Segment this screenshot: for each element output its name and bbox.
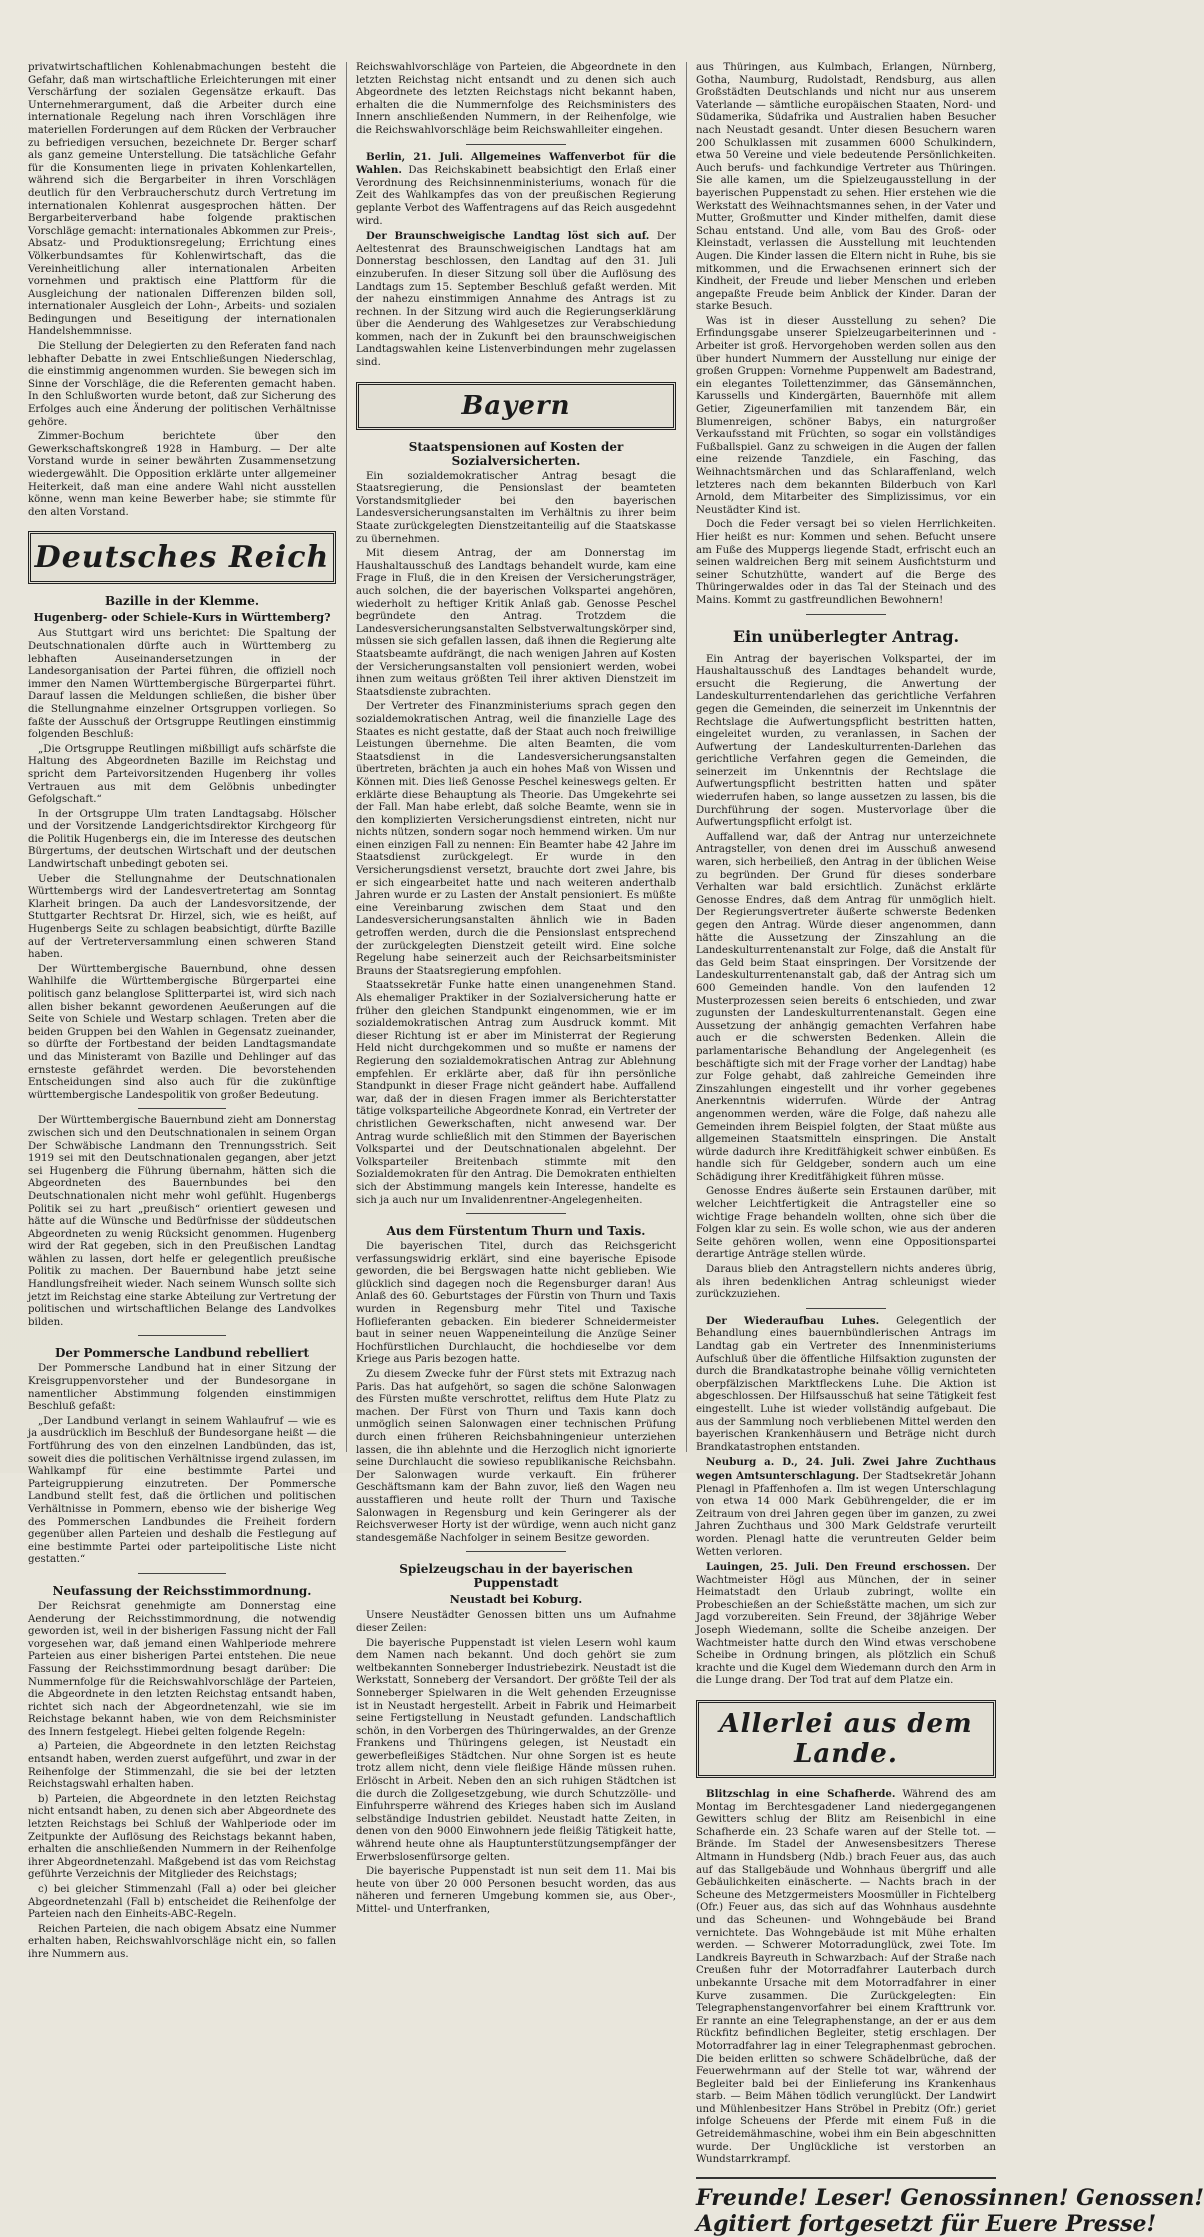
paragraph: b) Parteien, die Abgeordnete in den letzten Reichstag nicht entsandt haben, zu denen sich aber Abgeordnete des letzten Reichstags bei Schluß der Wahlperiode oder im Zeitpunkte der Auflösung des Reichstags bekannt haben, erhalten die anschließenden Nummern in der Reihenfolge ihrer Abgeordnetenzahl. Maßgebend ist das vom Reichstag geführte Verzeichnis der Mitglieder des Reichstags; bbox=[28, 1793, 336, 1881]
section-banner-deutsches-reich bbox=[28, 531, 336, 584]
item-body: Der Wachtmeister Högl aus München, der in seiner Heimatstadt den Urlaub zubringt, wollte ein Probeschießen an der Schießstätte machen, um sich zur Jagd vorzubereiten. Sein Freund, der 38jährige Weber Joseph Wiedemann, sollte die Scheibe anzeigen. Der Wachtmeister hatte durch den Wind etwas verschobene Scheibe in Ordnung bringen, als plötzlich ein Schuß krachte und die Kugel dem Wiedemann durch den Arm in die Lunge drang. Der Tod trat auf dem Platze ein. bbox=[696, 1562, 996, 1687]
divider bbox=[466, 1551, 566, 1552]
paragraph: a) Parteien, die Abgeordnete in den letzten Reichstag entsandt haben, werden zuerst aufgeführt, und zwar in der Reihenfolge der Stimmenzahl, die sie bei der letzten Reichstagswahl erhalten haben. bbox=[28, 1741, 336, 1791]
dated-paragraph bbox=[696, 1788, 996, 2167]
divider bbox=[466, 144, 566, 145]
section-banner-bayern bbox=[356, 382, 676, 430]
dated-paragraph bbox=[696, 1315, 996, 1455]
dateline: Lauingen, 25. Juli. bbox=[706, 1561, 819, 1574]
article-headline: Bazille in der Klemme. bbox=[104, 594, 260, 609]
section-title: Allerlei aus dem Lande. bbox=[719, 1709, 973, 1770]
article-headline: Staatspensionen auf Kosten der Sozialversicherten. bbox=[408, 439, 624, 468]
paragraph: Reichen Parteien, die nach obigem Absatz eine Nummer erhalten haben, Reichswahlvorschläge nicht ein, so fallen ihre Nummern aus. bbox=[28, 1923, 336, 1960]
divider bbox=[138, 1108, 226, 1109]
item-headline: Blitzschlag in eine Schafherde. bbox=[706, 1788, 896, 1801]
paragraph: „Der Landbund verlangt in seinem Wahlaufruf — wie es ja ausdrücklich im Beschluß der Bundesorgane heißt — die Fortführung des von den einzelnen Landbünden, das ist, soweit dies die politischen Verhältnisse irgend zulassen, im Wahlkampf für eine bestimmte Partei und Parteigruppierung einzutreten. Der Pommersche Landbund stellt fest, daß die örtlichen und politischen Verhältnisse in Pommern, ebenso wie der bisherige Weg des Pommerschen Landbundes die Freiheit fordern gegenüber allen Parteien und deshalb die Festlegung auf eine bestimmte Partei oder parteipolitische Liste nicht gestatten.“ bbox=[28, 1415, 336, 1566]
item-body: Der Aeltestenrat des Braunschweigischen Landtags hat am Donnerstag beschlossen, den Landtag auf den 31. Juli einzuberufen. In dieser Sitzung soll über die Auflösung des Landtags zum 15. September Beschluß gefaßt werden. Mit der nahezu einstimmigen Annahme des Antrags ist zu rechnen. In der Sitzung wird auch die Regierungserklärung über die Aenderung des Wahlgesetzes zur Verabschiedung kommen, nach der in Zukunft bei den braunschweigischen Landtagswahlen keine Listenverbindungen mehr zugelassen sind. bbox=[356, 231, 676, 369]
paragraph: Ein Antrag der bayerischen Volkspartei, der im Haushaltausschuß des Landtages behandelt wurde, ersucht die Regierung, die Anwertung der Landeskulturrentendarlehen das gerichtliche Verfahren gegen die Gemeinden, die seinerzeit im Unkenntnis der Rechtslage die Aufwertungspflicht bestritten hatten, eingeleitet wurden, zu veranlassen, in Sachen der Aufwertung der Landeskulturrenten-Darlehen das gerichtliche Verfahren gegen die Gemeinden, die seinerzeit im Unkenntnis der Rechtslage die Aufwertungspflicht bestritten hatten und später wiederrufen haben, so lange aussetzen zu lassen, bis die Durchführung der sogen. Mustervorlage über die Aufwertungspflicht erfolgt ist. bbox=[696, 653, 996, 829]
article-headline: Spielzeugschau in der bayerischen Puppenstadt bbox=[399, 1562, 633, 1591]
item-headline: Den Freund erschossen. bbox=[825, 1561, 971, 1574]
item-body: Während des am Montag im Berchtesgadener Land niedergegangenen Gewitters schlug der Blitz am Reisenbichl in eine Schafherde ein. 23 Schafe waren auf der Stelle tot. — Brände. Im Stadel der Anwesensbesitzers Therese Altmann in Hundsberg (Ndb.) brach Feuer aus, das auch auf das Stallgebäude und Wohnhaus übergriff und alle Gebäulichkeiten einäscherte. — Nachts brach in der Scheune des Metzgermeisters Moosmüller in Fichtelberg (Ofr.) Feuer aus, das sich auf das Wohnhaus ausdehnte und das Scheunen- und Wohngebäude bei Brand vernichtete. Das Wohngebäude ist mit Mühe erhalten werden. — Schwerer Motorradunglück, zwei Tote. Im Landkreis Bayreuth in Schwarzbach: Auf der Straße nach Creußen fuhr der Motorradfahrer Lauterbach durch unbekannte Ursache mit dem Motorradfahrer in einer Kurve zusammen. Die Zurückgelegten: Ein Telegraphenstangenvorfahrer bei einem Krafttrunk vor. Er rannte an eine Telegraphenstange, an der er aus dem Rückfitz befindlichen Begleiter, stetig erschlagen. Der Motorradfahrer lag in einer Telegraphenmast gebrochen. Die beiden erlitten so schwere Schädelbrüche, daß der Feuerwehrmann auf der Stelle tot war, während der Begleiter bald bei der Einlieferung ins Krankenhaus starb. — Beim Mähen tödlich verunglückt. Der Landwirt und Mühlenbesitzer Hans Ströbel in Prebitz (Ofr.) geriet infolge Scheuens der Pferde mit einem Fuß in die Getreidemähmaschine, wobei ihm ein Bein abgeschnitten wurde. Der Unglückliche ist verstorben an Wundstarrkrampf. bbox=[696, 1789, 996, 2166]
column-left bbox=[28, 62, 336, 1960]
footer-slogan bbox=[696, 2177, 1204, 2237]
paragraph: Der Vertreter des Finanzministeriums sprach gegen den sozialdemokratischen Antrag, weil die finanzielle Lage des Staates es nicht gestatte, daß der Staat auch noch freiwillige Leistungen übernehme. Die alten Beamten, die vom Staatsdienst in die Landesversicherungsanstalten übertreten, brächten ja auch ein hohes Maß von Wissen und Können mit. Dies ließ Genosse Peschel keineswegs gelten. Er erklärte diese Behauptung als Theorie. Das Umgekehrte sei der Fall. Man habe erlebt, daß solche Beamte, wenn sie in den komplizierten Versicherungsdienst eintreten, nicht nur nichts nützen, sondern sogar noch hemmend wirken. Um nur einen einzigen Fall zu nennen: Ein Beamter habe 42 Jahre im Staatsdienst zurückgelegt. Er wurde in den Versicherungsdienst versetzt, brauchte dort zwei Jahre, bis er sich eingearbeitet hatte und nach weiteren anderthalb Jahren wurde er zu Lasten der Anstalt pensioniert. Es müßte eine Vereinbarung zwischen dem Staat und den Landesversicherungsanstalten ähnlich wie in Baden getroffen werden, durch die die Pensionslast entsprechend der zurückgelegten Dienstzeit geteilt wird. Eine solche Regelung habe seinerzeit auch der Reichsarbeitsminister Brauns der Staatsregierung empfohlen. bbox=[356, 701, 676, 977]
divider bbox=[806, 1308, 886, 1309]
divider bbox=[138, 1335, 226, 1336]
paragraph: Der Württembergische Bauernbund zieht am Donnerstag zwischen sich und den Deutschnationalen in seinem Organ Der Schwäbische Landmann den Trennungsstrich. Seit 1919 sei mit den Deutschnationalen gegangen, aber jetzt sei Hugenberg die Führung übernahm, hätten sich die Abgeordneten des Bauernbundes bei den Deutschnationalen nicht mehr wohl gefühlt. Hugenbergs Politik sei zu hart „preußisch“ orientiert gewesen und hätte auf die Wünsche und Bedürfnisse der süddeutschen Abgeordneten zu wenig Rücksicht genommen. Hugenberg wird der Rat gegeben, sich in den Preußischen Landtag wählen zu lassen, dort helfe er gelegentlich preußische Politik zu machen. Der Bauernbund habe jetzt seine Handlungsfreiheit wieder. Nach seinem Wunsch sollte sich jetzt im Reichstag eine starke Abteilung zur Vertretung der politischen und wirtschaftlichen Belange des Landvolkes bilden. bbox=[28, 1115, 336, 1328]
page-columns bbox=[28, 62, 1204, 2237]
item-headline: Der Braunschweigische Landtag löst sich auf. bbox=[366, 230, 650, 243]
article-headline: Aus dem Fürstentum Thurn und Taxis. bbox=[386, 1224, 646, 1239]
item-body: Der Stadtsekretär Johann Plenagl in Pfaffenhofen a. Ilm ist wegen Unterschlagung von etwa 14 000 Mark Gebührengelder, die er im Zeitraum von drei Jahren gegen über im ganzen, zu zwei Jahren Zuchthaus und 300 Mark Geldstrafe verurteilt worden. Plenagl hatte die veruntreuten Gelder beim Wetten verloren. bbox=[696, 1470, 996, 1558]
paragraph: Mit diesem Antrag, der am Donnerstag im Haushaltausschuß des Landtags behandelt wurde, kam eine Frage in Fluß, die in den Kreisen der Versicherungsträger, auch solchen, die der bayerischen Volkspartei angehören, wiederholt zu heftiger Kritik Anlaß gab. Genosse Peschel begründete den Antrag. Trotzdem die Landesversicherungsanstalten Selbstverwaltungskörper sind, müssen sie sich gefallen lassen, daß ihnen die Regierung alte Staatsbeamte aufdrängt, die nach wenigen Jahren auf Kosten der Versicherungsanstalten voll pensioniert werden, wobei ihnen zum weitaus größten Teil ihrer aktiven Dienstzeit im Staatsdienste zubrachten. bbox=[356, 548, 676, 698]
paragraph: Genosse Endres äußerte sein Erstaunen darüber, mit welcher Leichtfertigkeit die Antragsteller eine so wichtige Frage behandeln wollten, ohne sich über die Folgen klar zu sein. Es wolle schon, wie aus der anderen Seite gehören wollen, wenn eine Oppositionspartei derartige Anträge stellen würde. bbox=[696, 1186, 996, 1261]
column-right bbox=[696, 62, 1204, 2237]
paragraph: c) bei gleicher Stimmenzahl (Fall a) oder bei gleicher Abgeordnetenzahl (Fall b) entscheidet die Reihenfolge der Parteien nach den Einheits-ABC-Regeln. bbox=[28, 1884, 336, 1921]
dated-paragraph bbox=[696, 1456, 996, 1559]
column-middle bbox=[356, 62, 676, 1915]
dateline: Berlin, 21. Juli. bbox=[366, 150, 463, 163]
paragraph: Aus Stuttgart wird uns berichtet: Die Spaltung der Deutschnationalen dürfte auch in Württemberg zu lebhaften Auseinandersetzungen in der Landesorganisation der Partei führen, die offiziell noch immer den Namen Württembergische Bürgerpartei führt. Darauf lassen die Meldungen schließen, die bisher über die Stellungnahme einzelner Ortsgruppen vorliegen. So faßte der Ausschuß der Ortsgruppe Reutlingen einstimmig folgenden Beschluß: bbox=[28, 628, 336, 741]
paragraph: In der Ortsgruppe Ulm traten Landtagsabg. Hölscher und der Vorsitzende Landgerichtsdirektor Kirchgeorg für die Politik Hugenbergs ein, die im Interesse des deutschen Bürgertums, der deutschen Wirtschaft und der deutschen Landwirtschaft unbedingt geboten sei. bbox=[28, 808, 336, 871]
paragraph: Die Stellung der Delegierten zu den Referaten fand nach lebhafter Debatte in zwei Entschließungen Niederschlag, die einstimmig angenommen wurden. Sie bewegen sich im Sinne der Vorschläge, die die Referenten gemacht haben. In den Schlußworten wurde betont, daß zur Sicherung des Erfolges auch eine Änderung der politischen Verhältnisse gehöre. bbox=[28, 341, 336, 428]
dated-paragraph bbox=[356, 230, 676, 370]
dateline: Neuburg a. D., 24. Juli. bbox=[706, 1456, 855, 1469]
paragraph: Der Württembergische Bauernbund, ohne dessen Wahlhilfe die Württembergische Bürgerpartei eine politisch ganz belanglose Splitterpartei ist, wird sich nach allen bisher bekannt gewordenen Aeußerungen auf die Seite von Schiele und Westarp schlagen. Treten aber die beiden Gruppen bei den Wahlen in Gegensatz zueinander, so dürfte der Fortbestand der beiden Landtagsmandate und das Ministeramt von Bazille und Dehlinger auf das ernsteste gefährdet werden. Die bevorstehenden Entscheidungen sind also auch für die zukünftige württembergische Landespolitik von großer Bedeutung. bbox=[28, 963, 336, 1101]
paragraph: Ueber die Stellungnahme der Deutschnationalen Württembergs wird der Landesvertretertag am Sonntag Klarheit bringen. Da auch der Landesvorsitzende, der Stuttgarter Rechtsrat Dr. Hirzel, sich, wie es heißt, auf Hugenbergs Seite zu schlagen beabsichtigt, dürfte Bazille auf der Vertreterversammlung einen schweren Stand haben. bbox=[28, 873, 336, 961]
slogan-line-2: Agitiert fortgesetzt für Euere Presse! bbox=[696, 2210, 1157, 2237]
section-title: Deutsches Reich bbox=[34, 540, 330, 576]
paragraph: Der Pommersche Landbund hat in einer Sitzung der Kreisgruppenvorsteher und der Bundesorgane in namentlicher Abstimmung folgenden einstimmigen Beschluß gefaßt: bbox=[28, 1363, 336, 1413]
section-title: Bayern bbox=[461, 390, 571, 421]
paragraph: Staatssekretär Funke hatte einen unangenehmen Stand. Als ehemaliger Praktiker in der Sozialversicherung hatte er früher den gleichen Standpunkt eingenommen, wie er im sozialdemokratischen Antrag zum Ausdruck kommt. Mit dieser Richtung ist er aber im Ministerrat der Regierung Held nicht durchgekommen und so mußte er namens der Regierung den sozialdemokratischen Antrag zur Ablehnung empfehlen. Er erklärte aber, daß für ihn persönliche Standpunkt in dieser Frage nicht geändert habe. Auffallend war, daß der in diesen Fragen immer als Berichterstatter tätige volksparteiliche Abgeordnete Konrad, ein Vertreter der christlichen Gewerkschaften, nicht anwesend war. Der Antrag wurde schließlich mit den Stimmen der Bayerischen Volkspartei und der Deutschnationalen abgelehnt. Der Volksparteiler Breitenbach stimmte mit den Sozialdemokraten für den Antrag. Die Demokraten enthielten sich der Abstimmung mangels kein Interesse, handelte es sich ja auch nur um Invalidenrentner-Angelegenheiten. bbox=[356, 980, 676, 1206]
article-headline: Neufassung der Reichsstimmordnung. bbox=[52, 1583, 312, 1598]
divider bbox=[806, 614, 886, 615]
paragraph: aus Thüringen, aus Kulmbach, Erlangen, Nürnberg, Gotha, Naumburg, Rudolstadt, Rendsburg, aus allen Großstädten Deutschlands und nicht nur aus unserem Vaterlande — sämtliche europäischen Staaten, Nord- und Südamerika, Südafrika und Australien haben Besucher nach Neustadt gesandt. Unter diesen Besuchern waren 200 Schulklassen mit zusammen 6000 Schulkindern, etwa 50 Vereine und viele bedeutende Persönlichkeiten. Auch berufs- und fachkundige Vertreter aus Thüringen. Sie alle kamen, um die Spielzeugausstellung in der bayerischen Puppenstadt zu sehen. Hier erstehen wie die Werkstatt des Weihnachtsmannes sehen, in der Vater und Mutter, Großmutter und Kinder mithelfen, damit diese Schau entstand. Und alle, vom Bau des Groß- oder Kleinstadt, verlassen die Ausstellung mit leuchtenden Augen. Die Kinder lassen die Eltern nicht in Ruhe, bis sie mitkommen, und die Erwachsenen erinnert sich der Kindheit, der Freude und lieber Menschen und erleben angepaßte Freude beim Anblick der Kinder. Daran der starke Besuch. bbox=[696, 62, 996, 313]
article-headline: Der Pommersche Landbund rebelliert bbox=[54, 1346, 310, 1361]
dated-paragraph bbox=[696, 1561, 996, 1688]
paragraph: Unsere Neustädter Genossen bitten uns um Aufnahme dieser Zeilen: bbox=[356, 1610, 676, 1634]
paragraph: privatwirtschaftlichen Kohlenabmachungen besteht die Gefahr, daß man wirtschaftliche Erleichterungen mit einer Verschärfung der sozialen Gegensätze erkauft. Das Unternehmerargument, daß die Arbeiter durch eine internationale Regelung nach ihren Vorschlägen ihre materiellen Forderungen auf dem Rücken der Verbraucher zu befriedigen versuchen, bezeichnete Dr. Berger scharf als ganz gemeine Unterstellung. Die tatsächliche Gefahr für die Konsumenten liege in privaten Kohlenkartellen, während sich die Bergarbeiter in ihren Vorschlägen deutlich für den Verbraucherschutz durch Vertretung im internationalen Kohlenrat ausgesprochen hätten. Der Bergarbeiterverband habe folgende praktischen Vorschläge gemacht: internationales Abkommen zur Preis-, Absatz- und Produktionsregelung; Errichtung eines Völkerbundsamtes für Kohlenwirtschaft, das die Vereinheitlichung aller internationalen Arbeiten vornehmen und praktisch eine Plattform für die Ausgleichung der nationalen Differenzen bilden soll, internationaler Ausgleich der Lohn-, Arbeits- und sozialen Bedingungen und Beseitigung der internationalen Handelshemmnisse. bbox=[28, 62, 336, 338]
item-headline: Der Wiederaufbau Luhes. bbox=[706, 1314, 880, 1327]
paragraph: Ein sozialdemokratischer Antrag besagt die Staatsregierung, die Pensionslast der beamteten Vorstandsmitglieder bei den bayerischen Landesversicherungsanstalten im Verhältnis zu ihrer beim Staate zurückgelegten Dienstzeitanteilig auf die Staatskasse zu übernehmen. bbox=[356, 470, 676, 545]
paragraph: Die bayerischen Titel, durch das Reichsgericht verfassungswidrig erklärt, sind eine bayerische Episode geworden, die bei Bergswagen hatte nicht geblieben. Wie glücklich sind dagegen noch die Regensburger daran! Aus Anlaß des 60. Geburtstages der Fürstin von Thurn und Taxis wurden in Regensburg mehr Titel und Taxische Hoflieferanten gebacken. Ein biederer Schneidermeister baut in seiner neuen Wappeneinteilung die Anzüge Seiner Hochfürstlichen Durchlaucht, die hochdieselbe vor dem Kriege aus Paris bezogen hatte. bbox=[356, 1241, 676, 1366]
slogan-line-1: Freunde! Leser! Genossinnen! Genossen! bbox=[696, 2184, 1204, 2211]
paragraph: Was ist in dieser Ausstellung zu sehen? Die Erfindungsgabe unserer Spielzeugarbeiterinnen und -Arbeiter ist groß. Hervorgehoben werden sollen aus den über hundert Nummern der Ausstellung nur einige der großen Gruppen: Vornehme Puppenwelt am Badestrand, ein elegantes Toilettenzimmer, das Gänsemännchen, Karussells und Kindergärten, Bauernhöfe mit allem Getier, Zigeunerfamilien mit tanzendem Bär, ein Blumenreigen, schöner Babys, ein naturgroßer Verkaufsstand mit Früchten, so sogar ein vollständiges Fußballspiel. Ganz zu schweigen in die Augen der fallen eine reizende Tanzdiele, ein Fasching, das Weihnachtsmärchen und das Schlaraffenland, welch letzteres nach dem bekannten Bilderbuch von Karl Arnold, dem Mitarbeiter des Simplizissimus, vor ein Neustädter Kind ist. bbox=[696, 315, 996, 516]
paragraph: Zu diesem Zwecke fuhr der Fürst stets mit Extrazug nach Paris. Das hat aufgehört, so sagen die schöne Salonwagen des Fürsten mußte verschrottet, reliftus dem Hute Platz zu machen. Der Fürst von Thurn und Taxis kann doch unmöglich seinen Salonwagen einer technischen Prüfung durch einen früheren Reichsbahningenieur unterziehen lassen, die ihn ablehnte und die Herzoglich nicht ignorierte seine Durchlaucht die sowieso republikanische Reichsbahn. Der Salonwagen wurde verkauft. Ein früherer Geschäftsmann kam der Bahn zuvor, ließ den Wagen neu ausstaffieren und heute rollt der Thurn und Taxische Salonwagen in Regensburg und kein Geringerer als der Reichsverweser Horty ist der würdige, wenn auch nicht ganz standesgemäße Nachfolger in seinem Besitze geworden. bbox=[356, 1369, 676, 1544]
paragraph: Auffallend war, daß der Antrag nur unterzeichnete Antragsteller, von denen drei im Ausschuß anwesend waren, sich herbeiließ, den Antrag in der üblichen Weise zu begründen. Der Grund für dieses sonderbare Verhalten war bald ersichtlich. Zunächst erklärte Genosse Endres, daß dem Antrag für unmöglich hielt. Der Regierungsvertreter äußerte schwerste Bedenken gegen den Antrag. Würde dieser angenommen, dann hätte die Aussetzung der Zinszahlung an die Landeskulturrentenanstalt zur Folge, daß die Anstalt für das Geld beim Staat einspringen. Der Vorsitzende der Landeskulturrentenanstalt gab, daß der Antrag sich um 600 Gemeinden handle. Von den laufenden 12 Musterprozessen seien bereits 6 entschieden, und zwar zugunsten der Landeskulturrentenanstalt. Gegen eine Aussetzung der anhängig gemachten Verfahren habe auch er die schwersten Bedenken. Allein die parlamentarische Behandlung der Angelegenheit (es beschäftigte sich mit der Frage vorher der Landtag) habe zur Folge gehabt, daß zahlreiche Gemeinden ihre Zinszahlungen eingestellt und ihr vorher gegebenes Anerkenntnis widerrufen. Würde der Antrag angenommen werden, wäre die Folge, daß nahezu alle Gemeinden ihrem Beispiel folgten, der Staat müßte aus allgemeinen Staatsmitteln einspringen. Die Anstalt würde dadurch ihre Kreditfähigkeit schwer einbüßen. Es handle sich für Geldgeber, sondern auch um eine Schädigung ihrer Kreditfähigkeit führen müsse. bbox=[696, 831, 996, 1183]
paragraph: Die bayerische Puppenstadt ist nun seit dem 11. Mai bis heute von über 20 000 Personen besucht worden, das aus näheren und ferneren Umgebung kommen sie, aus Ober-, Mittel- und Unterfranken, bbox=[356, 1866, 676, 1915]
item-headline: Zwei Jahre Zuchthaus wegen Amtsunterschlagung. bbox=[696, 1456, 997, 1482]
section-banner-allerlei bbox=[696, 1700, 996, 1778]
item-body: Das Reichskabinett beabsichtigt den Erlaß einer Verordnung des Reichsinnenministeriums, wonach für die Zeit des Wahlkampfes das von der preußischen Regierung geplante Verbot des Waffentragens auf das Reich ausgedehnt wird. bbox=[356, 165, 676, 227]
paragraph: Zimmer-Bochum berichtete über den Gewerkschaftskongreß 1928 in Hamburg. — Der alte Vorstand wurde in seiner bewährten Zusammensetzung wiedergewählt. Die Opposition erklärte unter allgemeiner Heiterkeit, daß man eine andere Wahl nicht ausstellen könne, wenn man keine Bewerber habe; sie stimmte für den alten Vorstand. bbox=[28, 431, 336, 518]
article-subheadline: Hugenberg- oder Schiele-Kurs in Württemberg? bbox=[33, 611, 331, 625]
paragraph: Doch die Feder versagt bei so vielen Herrlichkeiten. Hier heißt es nur: Kommen und sehen. Befucht unsere am Fuße des Muppergs liegende Stadt, erfrischt euch an seinen waldreichen Berg mit seinem Ausfichtsturm und seiner Schutzhütte, wandert auf die Berge des Thüringerwaldes oder in das Tal der Steinach und des Mains. Kommt zu gastfreundlichen Bewohnern! bbox=[696, 519, 996, 606]
paragraph: Reichswahlvorschläge von Parteien, die Abgeordnete in den letzten Reichstag nicht entsandt und zu denen sich auch Abgeordnete des letzten Reichstags nicht bekannt haben, erhalten die die Nummernfolge des Reichsministers des Innern anschließenden Nummern, in der Reihenfolge, wie die Reichswahlvorschläge beim Reichswahlleiter eingehen. bbox=[356, 62, 676, 136]
article-headline: Ein unüberlegter Antrag. bbox=[732, 626, 960, 646]
paragraph: „Die Ortsgruppe Reutlingen mißbilligt aufs schärfste die Haltung des Abgeordneten Bazille im Reichstag und spricht dem Parteivorsitzenden Hugenberg ihr volles Vertrauen aus mit dem Gelöbnis unbedingter Gefolgschaft.“ bbox=[28, 743, 336, 806]
divider bbox=[138, 1573, 226, 1574]
paragraph: Der Reichsrat genehmigte am Donnerstag eine Aenderung der Reichsstimmordnung, die notwendig geworden ist, weil in der bisherigen Fassung nicht der Fall vorgesehen war, daß jemand einen Wahlperiode mehrere Parteien aus einer bisherigen Partei entstehen. Die neue Fassung der Reichsstimmordnung besagt darüber: Die Nummernfolge für die Reichswahlvorschläge der Parteien, die Abgeordnete in den letzten Reichstag entsandt haben, richtet sich nach der Abgeordnetenzahl, wie sie im Reichstage bekannt haben, wie von dem Reichsminister des Innern festgelegt. Hiebei gelten folgende Regeln: bbox=[28, 1600, 336, 1738]
article-subheadline: Neustadt bei Koburg. bbox=[449, 1593, 583, 1607]
item-body: Gelegentlich der Behandlung eines bauernbündlerischen Antrags im Landtag gab ein Vertreter des Innenministeriums Aufschluß über die öffentliche Hilfsaktion zugunsten der durch die Brandkatastrophe beinahe völlig vernichteten oberpfälzischen Marktfleckens Luhe. Die Aktion ist abgeschlossen. Der Hilfsausschuß hat seine Tätigkeit fest eingestellt. Luhe ist wieder vollständig aufgebaut. Die aus der Sammlung noch verbliebenen Mittel werden den bayerischen Krankenhäusern und Beträge nicht durch Brandkatastrophen entstanden. bbox=[696, 1315, 996, 1453]
item-headline: Allgemeines Waffenverbot für die Wahlen. bbox=[356, 150, 676, 177]
divider bbox=[466, 1213, 566, 1214]
paragraph: Daraus blieb den Antragstellern nichts anderes übrig, als ihren bedenklichen Antrag schleunigst wieder zurückzuziehen. bbox=[696, 1264, 996, 1301]
paragraph: Die bayerische Puppenstadt ist vielen Lesern wohl kaum dem Namen nach bekannt. Und doch gehört sie zum weltbekannten Sonneberger Industriebezirk. Neustadt ist die Werkstatt, Sonneberg der Versandort. Der größte Teil der als Sonneberger Spielwaren in die Welt gehenden Erzeugnisse ist in Neustadt hergestellt. Arbeit in Fabrik und Heimarbeit seine Fertigstellung in Neustadt gefunden. Landschaftlich schön, in den Vorbergen des Thüringerwaldes, an der Grenze Frankens und Thüringens gelegen, ist Neustadt ein gewerbefleißiges Städtchen. Nur ohne Sorgen ist es heute trotz allem nicht, denn viele fleißige Hände müssen ruhen. Erlöscht in Arbeit. Neben den an sich ruhigen Städtchen ist die durch die Zollgesetzgebung, wie durch Schutzzölle- und Einfuhrsperre während des Krieges haben sich im Ausland selbständige Industrien gebildet. Neustadt hatte Zeiten, in denen von den 9000 Einwohnern jede fleißig Tätigkeit hatte, während heute ohne als Hauptunterstützungsempfänger der Erwerbslosenfürsorge gelten. bbox=[356, 1637, 676, 1863]
dated-paragraph bbox=[356, 151, 676, 229]
